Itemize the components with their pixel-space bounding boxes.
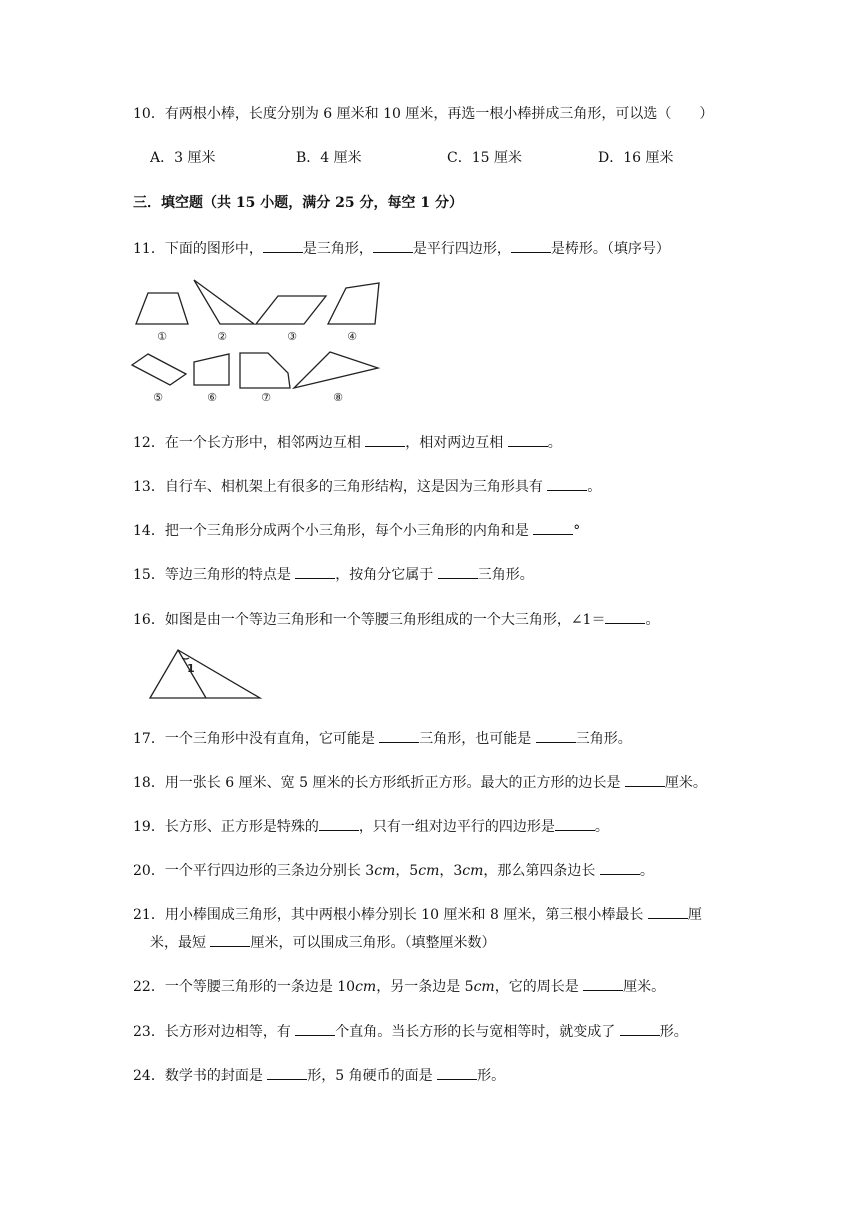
question-text: ，3 [439,863,463,879]
answer-blank[interactable] [438,564,478,579]
question-11 [133,238,670,259]
question-text: 长方形对边相等，有 [164,1024,296,1040]
question-19 [133,816,609,837]
question-text: 厘米，可以围成三角形。（填整厘米数） [250,935,496,951]
answer-blank[interactable] [373,238,413,253]
answer-blank[interactable] [605,609,645,624]
shape-label: ③ [287,330,297,343]
question-text: 把一个三角形分成两个小三角形，每个小三角形的内角和是 [164,523,534,539]
shape-3-parallelogram [256,296,326,324]
answer-blank[interactable] [508,432,548,447]
question-14 [133,520,580,541]
question-number: 22． [133,979,165,995]
shape-1-trapezoid [136,293,188,324]
answer-blank[interactable] [625,772,665,787]
question-text: 三角形。 [575,731,632,747]
answer-blank[interactable] [533,520,573,535]
option-a: A．3 厘米 [150,150,216,166]
question-text: ，只有一组对边平行的四边形是 [358,819,555,835]
shape-label: ⑧ [333,391,343,404]
question-text: 有两根小棒，长度分别为 6 厘米和 10 厘米，再选一根小棒拼成三角形，可以选（ ） [164,106,714,122]
angle-1-label: 1 [187,662,195,675]
answer-blank[interactable] [267,1065,307,1080]
question-13 [133,476,601,497]
answer-blank[interactable] [511,238,551,253]
question-text: 。 [645,612,660,628]
answer-blank[interactable] [295,564,335,579]
question-text: ，那么第四条边长 [483,863,600,879]
question-number: 20． [133,863,165,879]
question-number: 13． [133,479,165,495]
question-text: 用小棒围成三角形，其中两根小棒分别长 10 厘米和 8 厘米，第三根小棒最长 [164,907,648,923]
answer-blank[interactable] [437,1065,477,1080]
big-triangle [150,650,260,698]
answer-blank[interactable] [210,932,250,947]
answer-blank[interactable] [547,476,587,491]
question-text: 。 [639,863,654,879]
question-text: 一个三角形中没有直角，它可能是 [164,731,380,747]
question-text: 下面的图形中， [164,241,263,257]
question-number: 21． [133,907,165,923]
unit: cm [355,979,377,995]
unit: cm [418,863,440,879]
question-number: 12． [133,435,165,451]
option-d: D．16 厘米 [598,150,674,166]
question-number: 24． [133,1068,165,1084]
answer-blank[interactable] [536,728,576,743]
option-b: B．4 厘米 [296,150,362,166]
question-text: 数学书的封面是 [164,1068,268,1084]
question-number: 11． [133,241,165,257]
answer-blank[interactable] [263,238,303,253]
shapes-figure [128,278,388,408]
question-number: 23． [133,1024,165,1040]
question-number: 16． [133,612,165,628]
section-title: 三．填空题（共 15 小题，满分 25 分，每空 1 分） [133,195,463,211]
question-text: ，它的周长是 [494,979,584,995]
shape-label: ④ [347,330,357,343]
question-22 [133,976,665,997]
question-21-line-2 [150,932,495,953]
question-17 [133,728,632,749]
question-text: 三角形。 [477,567,534,583]
question-number: 10． [133,106,165,122]
question-number: 18． [133,775,165,791]
question-text: 是梼形。（填序号） [550,241,670,257]
question-text: 米，最短 [150,935,211,951]
answer-blank[interactable] [648,904,688,919]
question-text: ，另一条边是 5 [376,979,474,995]
unit: cm [473,979,495,995]
question-text: 厘 [687,907,702,923]
question-20 [133,860,654,881]
answer-blank[interactable] [555,816,595,831]
answer-blank[interactable] [583,976,623,991]
shape-6-trapezoid [194,354,229,385]
question-text: 形，5 角硬币的面是 [307,1068,438,1084]
question-text: 厘米。 [623,979,666,995]
degree-symbol: ° [573,523,581,539]
question-text: 是平行四边形， [412,241,511,257]
answer-blank[interactable] [379,728,419,743]
unit: cm [374,863,396,879]
question-text: 。 [547,435,562,451]
shape-label: ⑥ [207,391,217,404]
unit: cm [462,863,484,879]
question-text: ，按角分它属于 [335,567,438,583]
shape-label: ① [157,330,167,343]
option-c: C．15 厘米 [447,150,522,166]
question-number: 19． [133,819,165,835]
answer-blank[interactable] [620,1021,660,1036]
question-text: 自行车、相机架上有很多的三角形结构，这是因为三角形具有 [164,479,548,495]
shape-2-triangle [194,280,254,324]
question-text: 一个平行四边形的三条边分别长 3 [164,863,375,879]
shape-label: ⑤ [153,391,163,404]
question-text: 等边三角形的特点是 [164,567,296,583]
question-text: 在一个长方形中，相邻两边互相 [164,435,366,451]
question-text: 一个等腰三角形的一条边是 10 [164,979,356,995]
answer-blank[interactable] [600,860,640,875]
question-text: ，相对两边互相 [405,435,508,451]
question-text: 是三角形， [302,241,373,257]
question-23 [133,1021,688,1042]
shape-8-triangle [294,352,378,388]
question-text: 。 [594,819,609,835]
question-18 [133,772,707,793]
question-number: 17． [133,731,165,747]
angle-arc [182,658,189,659]
question-number: 14． [133,523,165,539]
question-text: 用一张长 6 厘米、宽 5 厘米的长方形纸折正方形。最大的正方形的边长是 [164,775,625,791]
triangle-figure [146,646,266,702]
shape-label: ② [217,330,227,343]
question-text: ，5 [395,863,419,879]
shape-5-rhombus [132,354,186,385]
question-text: 。 [587,479,602,495]
question-number: 15． [133,567,165,583]
question-12 [133,432,562,453]
question-text: 长方形、正方形是特殊的 [164,819,319,835]
question-15 [133,564,534,585]
question-text: 三角形，也可能是 [419,731,536,747]
question-21 [133,904,702,925]
question-text: 厘米。 [664,775,707,791]
question-24 [133,1065,505,1086]
question-text: 形。 [477,1068,506,1084]
shape-7-pentagon [240,353,290,388]
shape-label: ⑦ [261,391,271,404]
question-text: 形。 [659,1024,688,1040]
question-text: 个直角。当长方形的长与宽相等时，就变成了 [335,1024,620,1040]
question-10 [133,104,713,124]
shape-4-quadrilateral [328,283,379,324]
answer-blank[interactable] [365,432,405,447]
answer-blank[interactable] [319,816,359,831]
question-16 [133,609,659,630]
answer-blank[interactable] [295,1021,335,1036]
question-text: 如图是由一个等边三角形和一个等腰三角形组成的一个大三角形，∠1＝ [164,612,606,628]
